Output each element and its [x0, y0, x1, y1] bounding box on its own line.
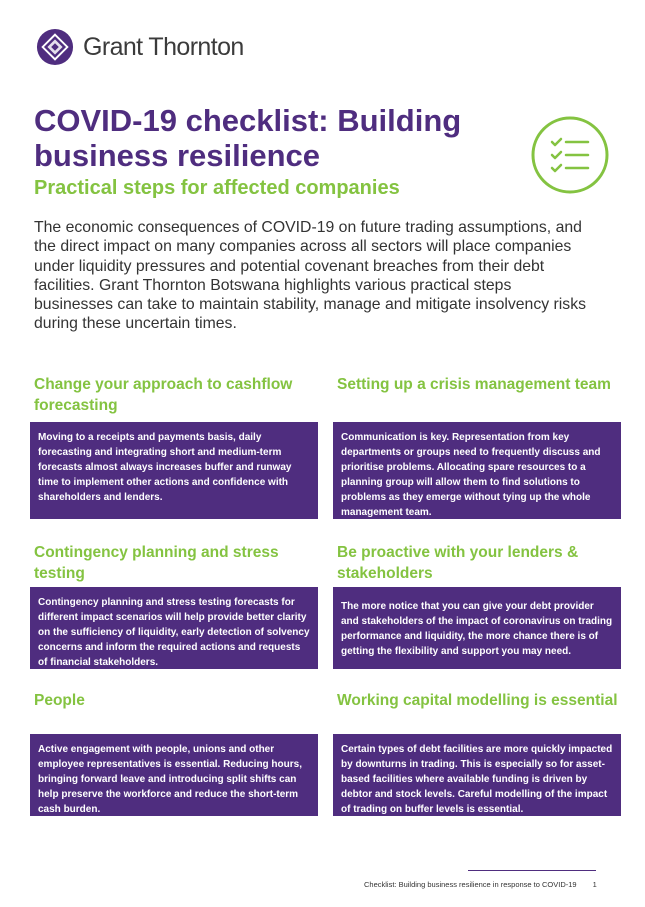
section-lenders	[333, 542, 621, 657]
section-heading: Contingency planning and stress testing	[34, 544, 279, 582]
section-body: Contingency planning and stress testing forecasts for different impact scenarios will help provide better clarity on the sufficiency of liquidity, early detection of solvency concerns and inform the required actions and requests of financial stakeholders.	[30, 587, 318, 669]
section-body: Moving to a receipts and payments basis, daily forecasting and integrating short and medium-term forecasts almost always increases buffer and runway time to implement other actions and confidence with shareholders and lenders.	[30, 422, 318, 519]
section-body: The more notice that you can give your debt provider and stakeholders of the impact of coronavirus on trading performance and liquidity, the more chance there is of getting the flexibility and support you may need.	[333, 587, 621, 669]
page-title: COVID-19 checklist: Building business resilience	[34, 103, 462, 173]
section-crisis-team	[333, 374, 621, 518]
intro-paragraph: The economic consequences of COVID-19 on future trading assumptions, and the direct impact on many companies across all sectors will place companies under liquidity pressures and potential covenant breaches from their debt facilities. Grant Thornton Botswana highlights various practical steps businesses can take to maintain stability, manage and mitigate insolvency risks during these uncertain times.	[34, 219, 586, 333]
section-working-capital	[333, 690, 621, 815]
footer-text: Checklist: Building business resilience in response to COVID-19	[364, 880, 577, 889]
section-people	[30, 690, 318, 815]
section-heading: People	[34, 692, 85, 709]
section-heading: Working capital modelling is essential	[337, 692, 618, 709]
footer	[364, 880, 597, 889]
brand-name: Grant Thornton	[83, 32, 244, 61]
section-heading: Be proactive with your lenders & stakeholders	[337, 544, 579, 582]
checklist-icon	[530, 115, 610, 195]
section-contingency	[30, 542, 318, 668]
section-cashflow	[30, 374, 318, 503]
logo	[36, 28, 244, 66]
section-heading: Setting up a crisis management team	[337, 376, 611, 393]
page-number: 1	[592, 880, 597, 889]
grant-thornton-logo-icon	[36, 28, 74, 66]
page-subtitle: Practical steps for affected companies	[34, 177, 400, 199]
section-body: Active engagement with people, unions and other employee representatives is essential. Reducing hours, bringing forward leave and introducing split shifts can help preserve the workforce and reduce the short-term cash burden.	[30, 734, 318, 816]
section-body: Communication is key. Representation from key departments or groups need to frequently discuss and prioritise problems. Allocating spare resources to a planning group will allow them to find solutions to problems as they emerge without tying up the whole management team.	[333, 422, 621, 519]
section-body: Certain types of debt facilities are more quickly impacted by downturns in trading. This is especially so for asset-based facilities where available funding is driven by debtor and stock levels. Careful modelling of the impact of trading on buffer levels is essential.	[333, 734, 621, 816]
section-heading: Change your approach to cashflow forecasting	[34, 376, 293, 414]
footer-divider	[468, 870, 596, 871]
